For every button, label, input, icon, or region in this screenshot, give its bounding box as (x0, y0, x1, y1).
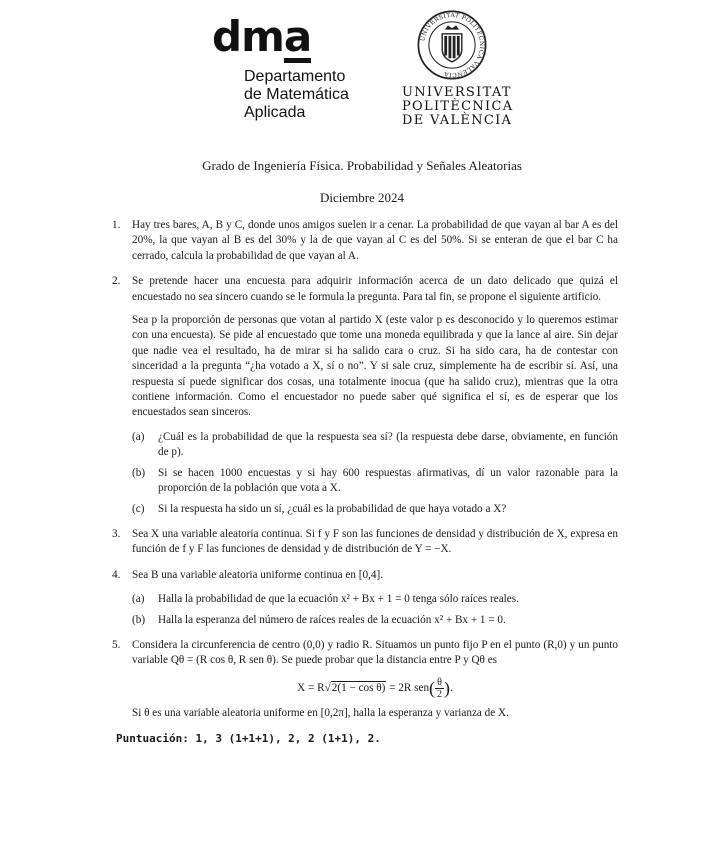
problem-body: Sea p la proporción de personas que votan al partido X (este valor p es desconocido y lo queremos estimar con una encuesta). Se pide al encuestado que tome una moneda equilibrada y que la lance al aire. Sin dejar que nadie vea el resultado, ha de mirar si ha salido cara o cruz. Si ha sido cara, ha de contestar con sinceridad a la pregunta “¿ha votado a X, sí o no”. Y si sale cruz, simplemente ha de escribir sí. Así, una respuesta sí puede significar dos cosas, una totalmente inocua (que ha salido cruz), mientras que la otra contiene información. Como el encuestador no puede saber qué significa el sí, es de esperar que los encuestados sean sinceros. (132, 314, 618, 419)
subitem-c (132, 502, 618, 517)
problem-1 (112, 218, 618, 264)
problem-text: Sea X una variable aleatoria continua. Si f y F son las funciones de densidad y distribución de X, expresa en función de f y F las funciones de densidad y de distribución de Y = −X. (132, 527, 618, 556)
header (0, 0, 724, 140)
department-name (244, 68, 349, 122)
paren-open: ( (429, 677, 436, 698)
problem-text: Considera la circunferencia de centro (0,0) y radio R. Situamos un punto fijo P en el punto (R,0) y un punto variable Qθ = (R cos θ, R sen θ). Se puede probar que la distancia entre P y Qθ es (132, 638, 618, 667)
department-line-1: Departamento (244, 68, 346, 85)
subitem-text: Si la respuesta ha sido un sí, ¿cuál es la probabilidad de que haya votado a X? (158, 502, 507, 515)
problem-2 (112, 274, 618, 517)
problem-5 (112, 638, 618, 721)
formula-sqrt: 2(1 − cos θ) (331, 681, 386, 694)
problem-number: 1. (112, 219, 121, 231)
subitem-label: (c) (132, 502, 145, 515)
fraction-denominator: 2 (437, 688, 443, 700)
dma-logo-suffix: a (283, 12, 312, 61)
subitem-label: (a) (132, 593, 145, 606)
department-line-3: Aplicada (244, 104, 306, 121)
subitems (132, 430, 618, 517)
problem-text: Sea B una variable aleatoria uniforme continua en [0,4]. (132, 568, 383, 581)
subitems (132, 592, 618, 628)
university-line-2: POLITÈCNICA (402, 99, 514, 114)
problem-followup: Si θ es una variable aleatoria uniforme en [0,2π], halla la esperanza y varianza de X. (132, 706, 509, 719)
dma-logo-prefix: dm (212, 12, 284, 61)
upv-seal-icon (417, 10, 487, 80)
paren-close: ) (444, 677, 451, 698)
formula-end: . (450, 681, 453, 694)
formula-lhs: X = R (297, 681, 325, 694)
exam-date: Diciembre 2024 (319, 190, 405, 205)
subitem-label: (b) (132, 613, 146, 626)
subitem-b (132, 466, 618, 497)
distance-formula (132, 677, 618, 700)
problem-number: 2. (112, 275, 121, 288)
subitem-b (132, 613, 618, 628)
university-line-3: DE VALÈNCIA (402, 113, 513, 128)
problem-text: Hay tres bares, A, B y C, donde unos amigos suelen ir a cenar. La probabilidad de que vayan al bar A es del 20%, la que vayan al B es del 30% y la de que vayan al C es del 50%. Si se enteran de que el bar C ha cerrado, calcula la probabilidad de que vayan al A. (132, 219, 618, 262)
score-line: Puntuación: 1, 3 (1+1+1), 2, 2 (1+1), 2. (116, 732, 381, 746)
problem-4 (112, 568, 618, 628)
problem-number: 3. (112, 527, 121, 540)
problem-number: 5. (112, 638, 121, 651)
dma-logo (212, 12, 312, 63)
subitem-label: (a) (132, 430, 145, 443)
university-name (402, 86, 513, 128)
exam-content (112, 218, 618, 747)
subitem-a (132, 430, 618, 461)
problem-intro: Se pretende hacer una encuesta para adquirir información acerca de un dato delicado que quizá el encuestado no sea sincero cuando se le formula la pregunta. Para tal fin, se propone el siguiente artificio. (132, 275, 618, 303)
subitem-text: ¿Cuál es la probabilidad de que la respuesta sea sí? (la respuesta debe darse, obviamente, en función de p). (158, 430, 618, 459)
formula-mid: = 2R sen (386, 681, 430, 694)
fraction-numerator: θ (435, 677, 444, 689)
subitem-text: Si se hacen 1000 encuestas y si hay 600 respuestas afirmativas, dí un valor razonable para la proporción de la población que vota a X. (158, 466, 618, 495)
subitem-text: Halla la probabilidad de que la ecuación x² + Bx + 1 = 0 tenga sólo raíces reales. (158, 593, 519, 606)
subitem-a (132, 592, 618, 607)
subitem-text: Halla la esperanza del número de raíces reales de la ecuación x² + Bx + 1 = 0. (158, 613, 506, 626)
university-line-1: UNIVERSITAT (402, 85, 512, 100)
formula-fraction (435, 677, 444, 700)
seal-text: UNIVERSITAT POLITÈCNICA VALÈNCIA (419, 11, 486, 79)
problem-3 (112, 527, 618, 558)
problem-number: 4. (112, 568, 121, 581)
department-line-2: de Matemática (244, 86, 349, 103)
subitem-label: (b) (132, 466, 146, 479)
sqrt-symbol: √ (324, 681, 331, 694)
course-title: Grado de Ingeniería Física. Probabilidad y Señales Aleatorias (202, 158, 522, 173)
